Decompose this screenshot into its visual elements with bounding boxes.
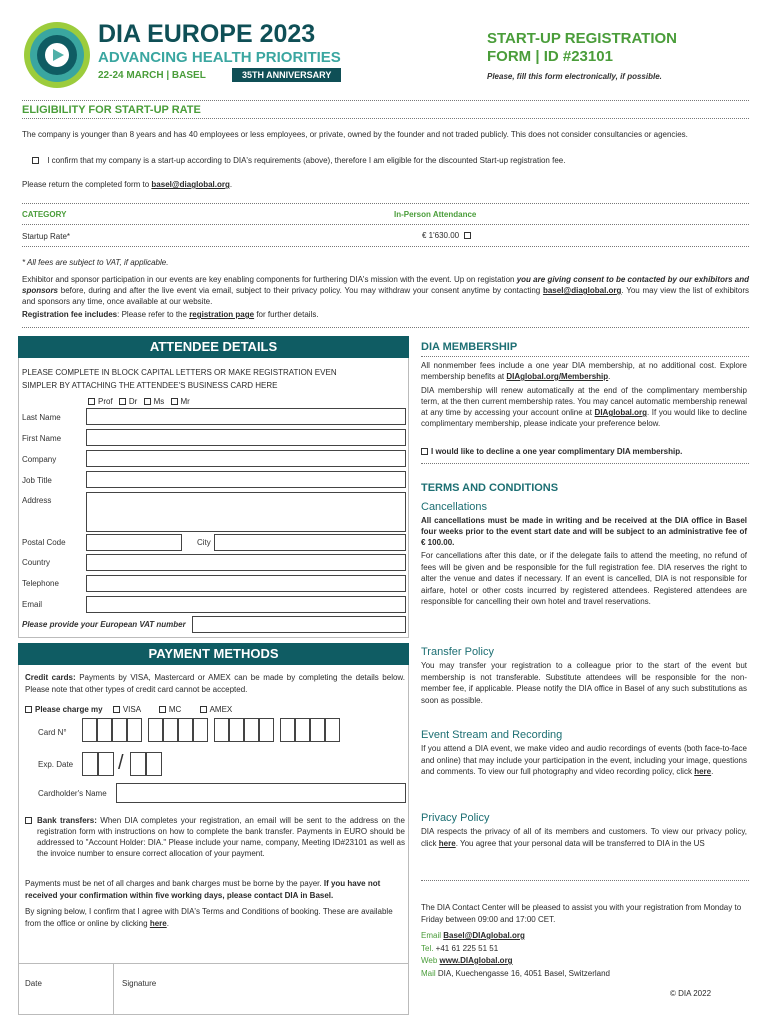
decline-label: I would like to decline a one year complimentary DIA membership. [431,447,683,456]
confirm-checkbox[interactable] [32,157,39,164]
card-digit-cell[interactable] [310,718,325,742]
city-label: City [197,538,211,547]
card-digit-cell[interactable] [214,718,229,742]
fee-row-label: Startup Rate* [22,232,71,241]
terms-heading: TERMS AND CONDITIONS [421,482,559,494]
divider [22,100,749,101]
divider [421,463,749,464]
first-name-label: First Name [22,434,62,443]
exhibitor-consent: you are giving consent to be contacted by our exhibitors and sponsors [22,275,749,295]
job-title-label: Job Title [22,476,52,485]
card-digit-cell[interactable] [178,718,193,742]
return-post: . [229,180,233,189]
stream-text: If you attend a DIA event, we make video and audio recordings of events (both face-to-face and online) that may include your participation in the event, including your image, questions and comments. To view our full photography and video recording policy, click here. [421,744,747,776]
net-payment-text: Payments must be net of all charges and bank charges must be borne by the payer. If you have not received your confirmation within five working days, please contact DIA in Basel. [25,879,381,900]
signature-area [18,963,409,1015]
telephone-field[interactable] [86,575,406,592]
form-note: Please, fill this form electronically, if possible. [487,72,662,81]
card-digit-cell[interactable] [280,718,295,742]
exhibitor-part-1: Exhibitor and sponsor participation in our events are key enabling components for furthering DIA's mission with the event. Up on registation [22,275,517,284]
address-field[interactable] [86,492,406,532]
cardholder-field[interactable] [116,783,406,803]
logo-anniversary: 35TH ANNIVERSARY [232,68,341,82]
bank-transfer [25,815,405,859]
city-field[interactable] [214,534,406,551]
form-title [487,30,677,66]
cardholder-label: Cardholder's Name [38,789,107,798]
postal-code-label: Postal Code [22,538,66,547]
col-attendance: In-Person Attendance [394,210,477,219]
registration-page-link[interactable]: registration page [189,310,255,319]
exp-slash: / [118,752,124,774]
cancellations-text: For cancellations after this date, or if the delegate fails to attend the meeting, no refund of fees will be given and be responsible for the full registration fee. DIA reserves the right to alter the venue and dates if necessary. If an event is cancelled, DIA is not responsible for airfare, hotel or other costs incurred by registered attendees. Registered attendees are responsible for cancelling their own hotel and travel reservations. [421,551,747,606]
divider [22,246,749,247]
card-option-amex[interactable]: AMEX [200,705,233,714]
fee-checkbox[interactable] [464,232,471,239]
card-digit-cell[interactable] [325,718,340,742]
country-field[interactable] [86,554,406,571]
recording-policy-link[interactable]: here [694,767,712,776]
membership-p1: All nonmember fees include a one year DIA membership, at no additional cost. Explore membership benefits at DIAglobal.org/Membership. [421,361,747,381]
transfer-text: You may transfer your registration to a colleague prior to the start of the event but membership is not transferable. Substitute attendees will be responsible for the non-member fee, if applicable. Please notify the DIA office in Basel of any such substitutions as soon as possible. [421,661,747,705]
bank-transfer-checkbox[interactable] [25,817,32,824]
divider [22,224,749,225]
instructions-line-2: SIMPLER BY ATTACHING THE ATTENDEE'S BUSINESS CARD HERE [22,381,278,390]
email-field[interactable] [86,596,406,613]
company-field[interactable] [86,450,406,467]
decline-membership[interactable] [421,447,682,456]
eligibility-heading: ELIGIBILITY FOR START-UP RATE [22,104,201,116]
divider [421,356,749,357]
credit-card-text [25,672,405,696]
logo-emblem-icon [22,20,92,90]
address-label: Address [22,496,52,505]
divider [22,327,749,328]
copyright: © DIA 2022 [670,989,712,998]
payment-heading: PAYMENT METHODS [18,643,409,665]
attendee-instructions [22,366,337,392]
contact-email: Email Basel@DIAglobal.org [421,931,525,940]
exhibitor-part-2: before, during and after the live event via email, subject to their privacy policy. You may withdraw your consent anytime by contacting [58,286,543,295]
terms-here-link[interactable]: here [149,919,167,928]
decline-checkbox[interactable] [421,448,428,455]
card-digit-cell[interactable] [148,718,163,742]
card-digit-cell[interactable] [259,718,274,742]
divider [22,118,749,119]
logo-dates: 22-24 MARCH | BASEL [98,70,206,81]
title-option-dr[interactable]: Dr [119,397,137,406]
membership-link[interactable]: DIAglobal.org/Membership [506,372,609,381]
card-digit-cell[interactable] [163,718,178,742]
vat-number-field[interactable] [192,616,406,633]
includes-label: Registration fee includes [22,310,118,319]
postal-code-field[interactable] [86,534,182,551]
cancellations-bold: All cancellations must be made in writing and be received at the DIA office in Basel four weeks prior to the event start date and will be subject to an administrative fee of € 100.00. [421,516,747,547]
title-options [88,397,190,406]
diaglobal-link[interactable]: DIAglobal.org [594,408,647,417]
last-name-label: Last Name [22,413,61,422]
charge-my-option[interactable]: Please charge my [25,705,103,714]
card-digit-cell[interactable] [112,718,127,742]
return-text [22,180,232,189]
fee-value: € 1'630.00 [422,231,460,240]
attendee-heading: ATTENDEE DETAILS [18,336,409,358]
card-digit-cell[interactable] [193,718,208,742]
form-title-line-1: START-UP REGISTRATION [487,30,678,47]
sign-text: By signing below, I confirm that I agree with DIA's Terms and Conditions of booking. These are available from the office or online by clicking here. [25,907,393,928]
cancellations-heading: Cancellations [421,501,488,513]
includes-pre: : Please refer to the [117,310,190,319]
contact-intro: The DIA Contact Center will be pleased to assist you with your registration from Monday to Friday between 09:00 and 17:00 CET. [421,903,742,924]
return-email-link[interactable]: basel@diaglobal.org [151,180,230,189]
eligibility-text: The company is younger than 8 years and has 40 employees or less employees, or private, owned by the founder and not traded publicly. This does not consider consultancies or agencies. [22,130,688,139]
signature-label[interactable]: Signature [122,979,157,988]
contact-details [421,930,610,980]
confirm-label: I confirm that my company is a start-up according to DIA's requirements (above), therefore I am eligible for the discounted Start-up registration fee. [47,156,566,165]
card-digit-cell[interactable] [97,718,112,742]
contact-tel: Tel. +41 61 225 51 51 [421,943,499,953]
date-label[interactable]: Date [25,979,42,988]
charge-options [25,705,232,714]
dia-logo [22,18,382,90]
email-label: Email [22,600,43,609]
card-digit-cell[interactable] [295,718,310,742]
card-number-label: Card N° [38,728,67,737]
fee-includes [22,310,319,319]
company-label: Company [22,455,57,464]
divider [22,203,749,204]
contact-web: Web www.DIAglobal.org [421,956,513,965]
telephone-label: Telephone [22,579,59,588]
membership-p2: DIA membership will renew automatically at the end of the complimentary membership term, at the then current membership rates. You may cancel automatic membership renewal at any time by accessing your account online at DIAglobal.org. If you would like to decline complimentary membership, please indicate your preference below. [421,386,747,428]
card-digit-cell[interactable] [244,718,259,742]
signature-divider [113,963,114,1015]
form-title-line-2: FORM | ID #23101 [487,48,613,65]
card-option-mc[interactable]: MC [159,705,181,714]
instructions-line-1: PLEASE COMPLETE IN BLOCK CAPITAL LETTERS OR MAKE REGISTRATION EVEN [22,368,337,377]
logo-title: DIA EUROPE 2023 [98,20,316,48]
country-label: Country [22,558,51,567]
exp-date-label: Exp. Date [38,760,74,769]
contact-mail: Mail DIA, Kuechengasse 16, 4051 Basel, Switzerland [421,968,610,978]
eligibility-confirm[interactable] [32,156,732,165]
divider [421,880,749,881]
bank-transfer-text: Bank transfers: When DIA completes your registration, an email will be sent to the address on the registration form with instructions on how to complete the bank transfer. Payments in EURO should be addressed to "Account Holder: DIA." Please include your name, company, Meeting ID#23101 as well as the invoice number to ensure correct allocation of your payment. [37,816,405,858]
first-name-field[interactable] [86,429,406,446]
card-digit-cell[interactable] [82,718,97,742]
title-option-ms[interactable]: Ms [144,397,165,406]
card-option-visa[interactable]: VISA [113,705,141,714]
cc-label: Credit cards: [25,673,76,682]
vat-number-label: Please provide your European VAT number [22,620,186,629]
return-pre: Please return the completed form to [22,180,152,189]
stream-heading: Event Stream and Recording [421,729,563,741]
includes-post: for further details. [254,310,319,319]
contact-web-link[interactable]: www.DIAglobal.org [439,956,513,965]
job-title-field[interactable] [86,471,406,488]
cc-text: Payments by VISA, Mastercard or AMEX can be made by completing the details below. Please note that other types of credit card cannot be accepted. [25,673,405,694]
exhibitor-part-3: . You may view the list of exhibitors and sponsors any time, once available at our website. [22,286,749,306]
last-name-field[interactable] [86,408,406,425]
col-category: CATEGORY [22,210,67,219]
exhibitor-text [22,274,749,307]
membership-heading: DIA MEMBERSHIP [421,341,518,353]
contact-email-link[interactable]: Basel@DIAglobal.org [443,931,525,940]
card-digit-cell[interactable] [127,718,142,742]
privacy-heading: Privacy Policy [421,812,490,824]
privacy-text: DIA respects the privacy of all of its members and customers. To view our privacy policy, click here. You agree that your personal data will be transferred to DIA in the US [421,827,747,848]
card-digit-cell[interactable] [229,718,244,742]
title-option-mr[interactable]: Mr [171,397,190,406]
exhibitor-email-link[interactable]: basel@diaglobal.org [542,286,622,295]
logo-subtitle: ADVANCING HEALTH PRIORITIES [98,49,341,66]
fee-row-value[interactable] [422,231,474,240]
vat-note: * All fees are subject to VAT, if applicable. [22,258,169,267]
privacy-policy-link[interactable]: here [438,838,456,848]
title-option-prof[interactable]: Prof [88,397,113,406]
transfer-heading: Transfer Policy [421,646,494,658]
